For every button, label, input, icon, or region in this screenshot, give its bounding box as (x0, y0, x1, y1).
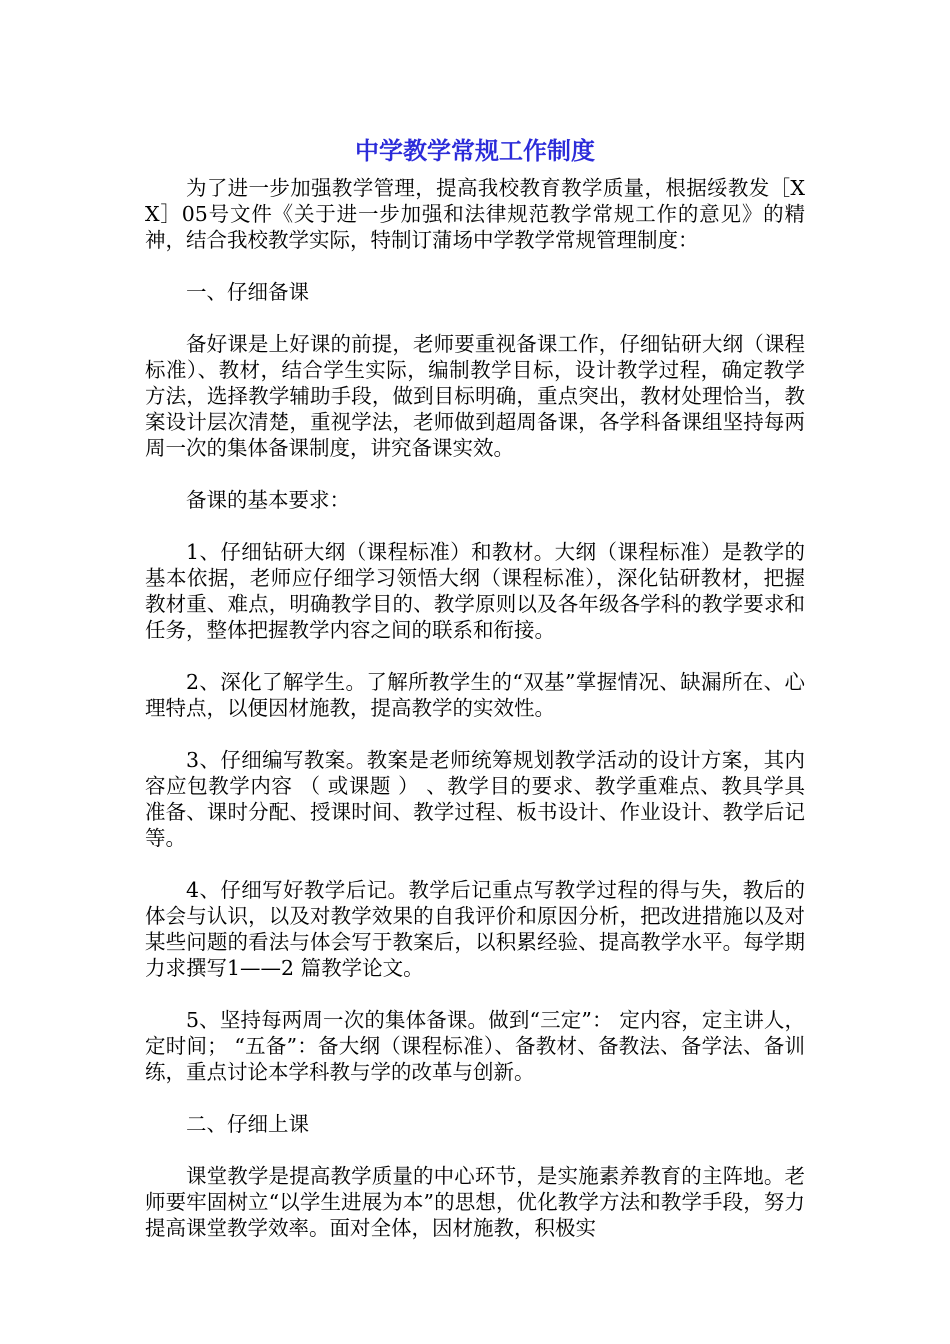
document-title: 中学教学常规工作制度 (355, 137, 595, 165)
document-body (145, 175, 805, 1267)
section-heading-teaching: 二、仔细上课 (186, 1112, 309, 1136)
list-item-5: 5、坚持每两周一次的集体备课。做到“三定”： 定内容，定主讲人，定时间； “五备”：备大纲（课程标准）、备教材、备教法、备学法、备训练，重点讨论本学科教与学的改革与创新。 (145, 1008, 805, 1084)
list-item-2: 2、深化了解学生。了解所教学生的“双基”掌握情况、缺漏所在、心理特点，以便因材施教，提高教学的实效性。 (145, 670, 805, 720)
section-heading-preparation: 一、仔细备课 (186, 280, 309, 304)
list-item-3: 3、仔细编写教案。教案是老师统筹规划教学活动的设计方案，其内容应包教学内容 （ 或课题 ） 、教学目的要求、教学重难点、教具学具准备、课时分配、授课时间、教学过程、板书设计、作业设计、教学后记等。 (145, 748, 805, 850)
paragraph-intro: 为了进一步加强教学管理，提高我校教育教学质量，根据绥教发［XX］05号文件《关于进一步加强和法律规范教学常规工作的意见》的精神，结合我校教学实际，特制订蒲场中学教学常规管理制度： (145, 176, 805, 252)
subheading-basic-requirements: 备课的基本要求： (186, 488, 350, 512)
list-item-1: 1、仔细钻研大纲（课程标准）和教材。大纲（课程标准）是教学的基本依据，老师应仔细学习领悟大纲（课程标准），深化钻研教材，把握教材重、难点，明确教学目的、教学原则以及各年级各学科的教学要求和任务，整体把握教学内容之间的联系和衔接。 (145, 540, 805, 642)
list-item-4: 4、仔细写好教学后记。教学后记重点写教学过程的得与失，教后的体会与认识，以及对教学效果的自我评价和原因分析，把改进措施以及对某些问题的看法与体会写于教案后，以积累经验、提高教学水平。每学期力求撰写1——2 篇教学论文。 (145, 878, 805, 980)
paragraph-preparation: 备好课是上好课的前提，老师要重视备课工作，仔细钻研大纲（课程标准）、教材，结合学生实际，编制教学目标，设计教学过程，确定教学方法，选择教学辅助手段，做到目标明确，重点突出，教材处理恰当，教案设计层次清楚，重视学法，老师做到超周备课，各学科备课组坚持每两周一次的集体备课制度，讲究备课实效。 (145, 332, 805, 460)
paragraph-teaching: 课堂教学是提高教学质量的中心环节，是实施素养教育的主阵地。老师要牢固树立“以学生进展为本”的思想，优化教学方法和教学手段，努力提高课堂教学效率。面对全体，因材施教，积极实 (145, 1164, 805, 1240)
